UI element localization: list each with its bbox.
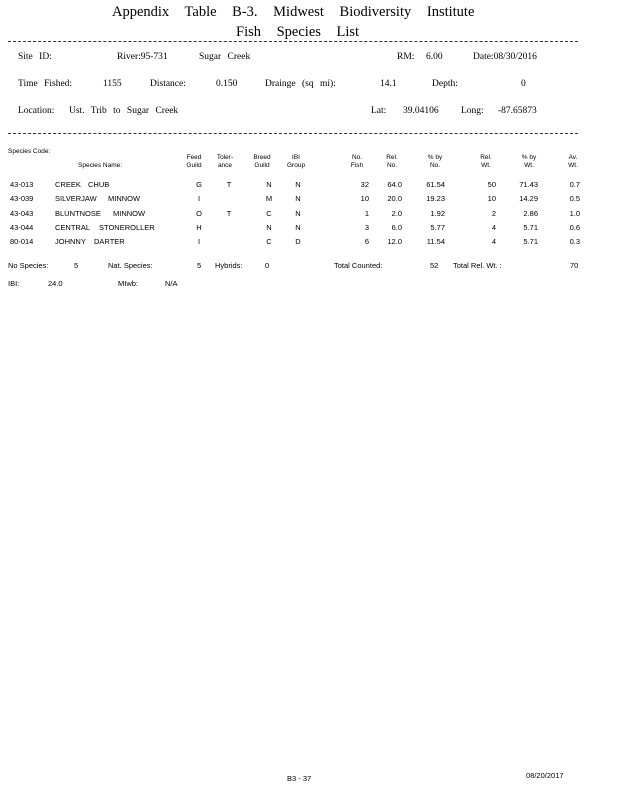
cell-breed: C [266, 237, 272, 247]
depth-value: 0 [521, 79, 526, 89]
location-label: Location: [18, 106, 55, 116]
col-tolerance: Toler- ance [216, 154, 234, 169]
page-subtitle: Fish Species List [236, 24, 360, 40]
cell-pctwt: 71.43 [519, 180, 538, 189]
cell-relno: 2.0 [391, 208, 402, 218]
cell-pctno: 19.23 [426, 194, 445, 204]
cell-relwt: 2 [491, 208, 496, 218]
page-number: B3 - 37 [287, 774, 312, 783]
cell-name2: MINNOW [113, 208, 146, 218]
cell-feed: H [196, 222, 202, 232]
cell-relwt: 10 [487, 194, 496, 204]
miwb-label: MIwb: [118, 279, 139, 288]
no-species-label: No Species: [8, 261, 49, 270]
cell-avwt: 1.0 [569, 208, 580, 218]
cell-pctwt: 14.29 [519, 194, 538, 204]
col-pct-wt: % by Wt. [521, 154, 537, 169]
cell-name2: MINNOW [108, 194, 141, 204]
cell-avwt: 0.5 [569, 194, 580, 204]
ibi-label: IBI: [8, 279, 20, 288]
cell-code: 43-043 [10, 208, 34, 218]
no-species-value: 5 [74, 261, 79, 270]
col-pct-no: % by No. [427, 154, 443, 169]
lat-value: 39.04106 [403, 106, 439, 116]
col-breed-guild: Breed Guild [253, 154, 271, 169]
cell-relno: 64.0 [387, 180, 402, 189]
col-species-code: Species Code: [8, 148, 51, 155]
river-code: River:95-731 [117, 52, 168, 62]
col-rel-no: Rel. No. [386, 154, 398, 169]
print-date: 08/20/2017 [526, 771, 564, 780]
nat-species-label: Nat. Species: [108, 261, 153, 270]
lat-label: Lat: [371, 106, 387, 116]
cell-code: 43-013 [10, 180, 34, 189]
distance-label: Distance: [150, 79, 186, 89]
cell-pctwt: 5.71 [523, 237, 538, 247]
river-name: Sugar Creek [199, 52, 251, 62]
cell-breed: N [266, 222, 272, 232]
long-value: -87.65873 [498, 106, 537, 116]
cell-feed: I [197, 237, 201, 247]
cell-pctwt: 5.71 [523, 222, 538, 232]
cell-breed: N [266, 180, 272, 189]
distance-value: 0.150 [216, 79, 238, 89]
depth-label: Depth: [432, 79, 458, 89]
cell-name1: JOHNNY [55, 237, 86, 247]
cell-code: 43-039 [10, 194, 34, 204]
sample-date: Date:08/30/2016 [473, 52, 537, 62]
site-id-label: Site ID: [18, 52, 52, 62]
cell-pctwt: 2.86 [523, 208, 538, 218]
cell-pctno: 5.77 [430, 222, 445, 232]
cell-name1: CREEK [55, 180, 81, 189]
cell-ibi: D [295, 237, 301, 247]
total-rel-wt-value: 70 [570, 261, 579, 270]
col-rel-wt: Rel. Wt. [480, 154, 492, 169]
drainage-value: 14.1 [380, 79, 397, 89]
cell-relno: 6.0 [391, 222, 402, 232]
cell-tol: T [226, 180, 232, 189]
cell-relwt: 4 [491, 237, 496, 247]
cell-relwt: 50 [487, 180, 496, 189]
cell-no: 6 [364, 237, 369, 247]
cell-tol: T [226, 208, 232, 218]
cell-avwt: 0.3 [569, 237, 580, 247]
cell-ibi: N [295, 208, 301, 218]
page-title: Appendix Table B-3. Midwest Biodiversity Institute [112, 4, 475, 20]
cell-name2: STONEROLLER [99, 222, 155, 232]
cell-code: 80-014 [10, 237, 34, 247]
cell-code: 43-044 [10, 222, 34, 232]
cell-name2: CHUB [88, 180, 110, 189]
drainage-label: Drainge (sq mi): [265, 79, 336, 89]
miwb-value: N/A [165, 279, 178, 288]
cell-relno: 12.0 [387, 237, 402, 247]
cell-no: 10 [360, 194, 369, 204]
cell-name1: BLUNTNOSE [55, 208, 101, 218]
rm-value: 6.00 [426, 52, 443, 62]
cell-relno: 20.0 [387, 194, 402, 204]
col-av-wt: Av. Wt. [568, 154, 578, 169]
col-feed-guild: Feed Guild [186, 154, 202, 169]
cell-feed: I [197, 194, 201, 204]
cell-pctno: 1.92 [430, 208, 445, 218]
total-counted-value: 52 [430, 261, 439, 270]
cell-name1: SILVERJAW [55, 194, 97, 204]
rm-label: RM: [397, 52, 415, 62]
divider [8, 133, 578, 134]
divider [8, 41, 578, 42]
cell-avwt: 0.6 [569, 222, 580, 232]
cell-no: 32 [360, 180, 369, 189]
cell-feed: O [196, 208, 202, 218]
col-species-name: Species Name: [78, 162, 123, 169]
col-ibi-group: IBI Group [287, 154, 306, 169]
cell-feed: G [196, 180, 202, 189]
nat-species-value: 5 [197, 261, 202, 270]
hybrids-label: Hybrids: [215, 261, 243, 270]
cell-name2: DARTER [94, 237, 125, 247]
time-fished-label: Time Fished: [18, 79, 73, 89]
long-label: Long: [461, 106, 484, 116]
cell-breed: C [266, 208, 272, 218]
cell-pctno: 11.54 [426, 237, 445, 247]
time-fished-value: 1155 [103, 79, 122, 89]
total-rel-wt-label: Total Rel. Wt. : [453, 261, 502, 270]
cell-avwt: 0.7 [569, 180, 580, 189]
cell-no: 3 [364, 222, 369, 232]
cell-no: 1 [364, 208, 369, 218]
cell-ibi: N [295, 180, 301, 189]
cell-breed: M [265, 194, 273, 204]
hybrids-value: 0 [265, 261, 270, 270]
col-no-fish: No. Fish [350, 154, 364, 169]
location-value: Ust. Trib to Sugar Creek [69, 106, 179, 116]
ibi-value: 24.0 [48, 279, 63, 288]
total-counted-label: Total Counted: [334, 261, 383, 270]
cell-ibi: N [295, 222, 301, 232]
cell-name1: CENTRAL [55, 222, 91, 232]
cell-relwt: 4 [491, 222, 496, 232]
cell-ibi: N [295, 194, 301, 204]
cell-pctno: 61.54 [426, 180, 445, 189]
